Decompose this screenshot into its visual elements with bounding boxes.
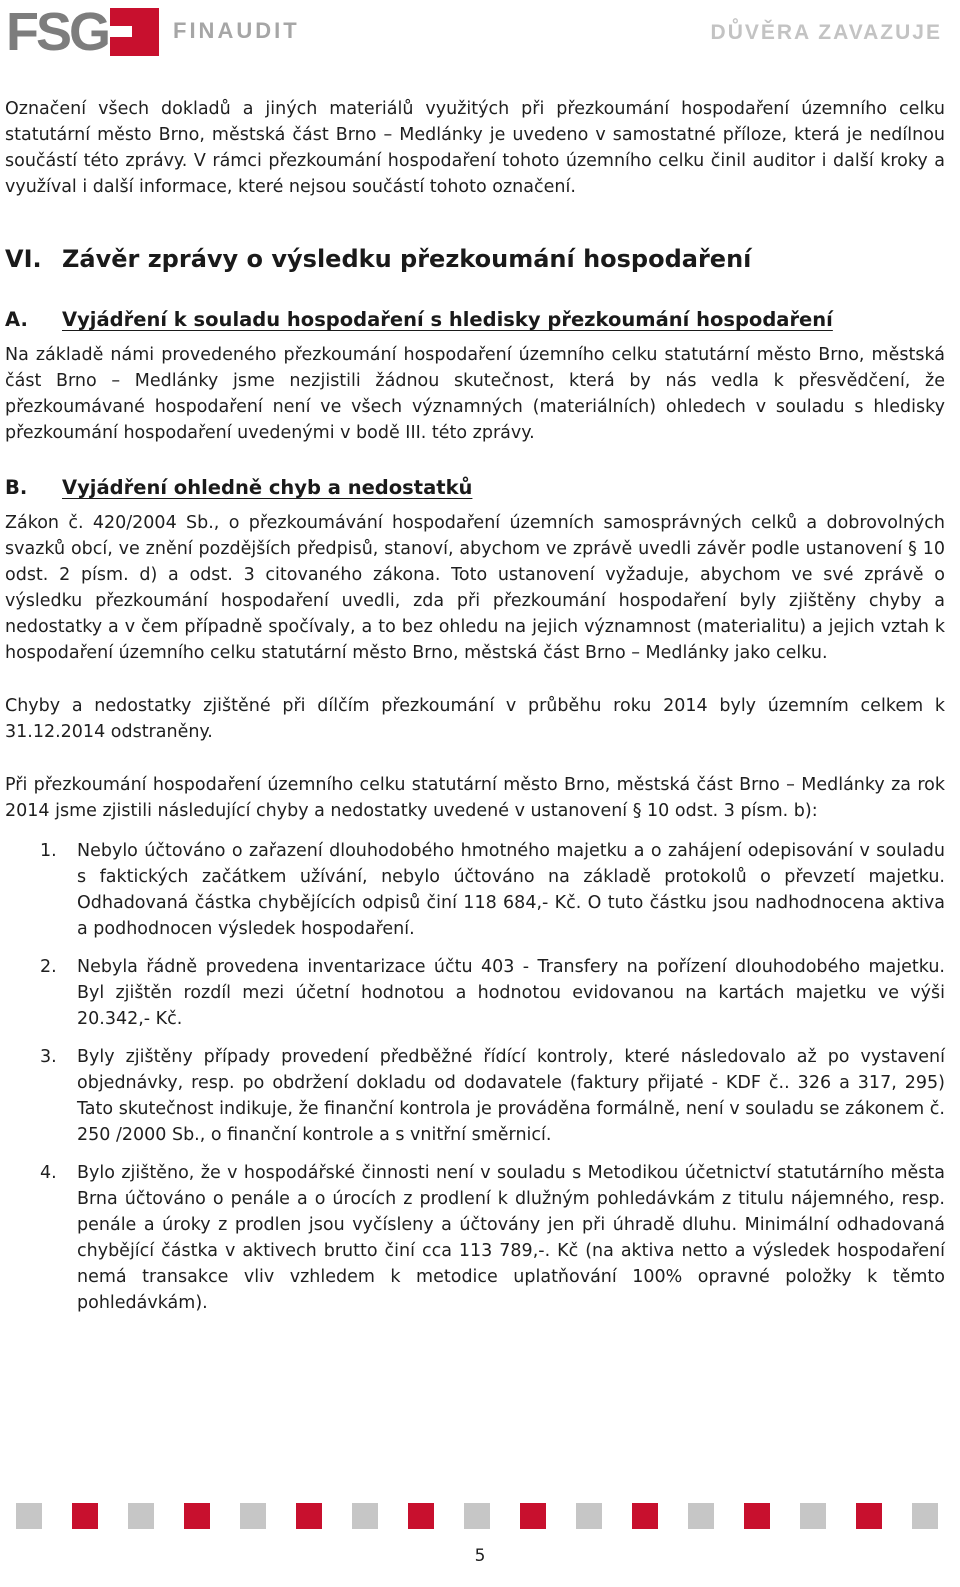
footer-square — [240, 1503, 266, 1529]
intro-paragraph: Označení všech dokladů a jiných materiálů využitých při přezkoumání hospodaření územního celku statutární město Brno, městská část Brno – Medlánky je uvedeno v samostatné příloze, která je nedílnou součástí této zprávy. V rámci přezkoumání hospodaření tohoto územního celku činil auditor i další kroky a využíval i další informace, které nejsou součástí tohoto označení. — [5, 99, 945, 197]
fsg-logo-mark-icon — [110, 8, 159, 56]
list-item — [5, 1044, 945, 1148]
list-item-text: Nebylo účtováno o zařazení dlouhodobého hmotného majetku a o zahájení odepisování v souladu s faktických začátkem užívání, nebylo účtováno na základě protokolů o převzetí majetku. Odhadovaná částka chybějících odpisů činí 118 684,- Kč. O tuto částku jsou nadhodnocena aktiva a podhodnocen výsledek hospodaření. — [77, 841, 945, 939]
footer-square — [128, 1503, 154, 1529]
footer-square — [408, 1503, 434, 1529]
footer-square — [16, 1503, 42, 1529]
subsection-b-paragraph-1: Zákon č. 420/2004 Sb., o přezkoumávání hospodaření územních samosprávných celků a dobrovolných svazků obcí, ve znění pozdějších předpisů, stanoví, abychom ve zprávě uvedli závěr podle ustanovení § 10 odst. 2 písm. d) a odst. 3 citovaného zákona. Toto ustanovení vyžaduje, abychom ve své zprávě o výsledku přezkoumání hospodaření uvedli, zda při přezkoumání hospodaření byly zjištěny chyby a nedostatky a v čem případně spočívaly, a to bez ohledu na jejich významnost (materialitu) a jejich vztah k hospodaření územního celku statutární město Brno, městská část Brno – Medlánky jako celku. — [5, 513, 945, 663]
subsection-b-title: Vyjádření ohledně chyb a nedostatků — [62, 476, 473, 499]
footer-square — [296, 1503, 322, 1529]
fsg-logo: FSG — [6, 2, 109, 62]
subsection-a-paragraph: Na základě námi provedeného přezkoumání hospodaření územního celku statutární město Brno, městská část Brno – Medlánky jsme nezjistili žádnou skutečnost, která by nás vedla k přesvědčení, že přezkoumávané hospodaření není ve všech významných (materiálních) ohledech v souladu s hledisky přezkoumání hospodaření uvedenými v bodě III. této zprávy. — [5, 345, 945, 443]
tagline: DŮVĚRA ZAVAZUJE — [710, 21, 942, 44]
footer-square — [464, 1503, 490, 1529]
footer-square — [520, 1503, 546, 1529]
document-body — [5, 96, 945, 1328]
subsection-b-letter: B. — [5, 476, 28, 499]
footer-square — [576, 1503, 602, 1529]
footer-square — [352, 1503, 378, 1529]
footer-square — [184, 1503, 210, 1529]
list-item — [5, 1160, 945, 1316]
finaudit-brand: FINAUDIT — [173, 18, 300, 43]
list-item-number: 3. — [40, 1047, 57, 1067]
footer-square — [632, 1503, 658, 1529]
subsection-a-letter: A. — [5, 308, 28, 331]
page-number: 5 — [474, 1546, 486, 1566]
page-header — [0, 0, 960, 70]
list-item-number: 4. — [40, 1163, 57, 1183]
footer-square — [912, 1503, 938, 1529]
footer-square — [688, 1503, 714, 1529]
list-item — [5, 838, 945, 942]
section-number: VI. — [5, 245, 42, 273]
list-item-text: Bylo zjištěno, že v hospodářské činnosti není v souladu s Metodikou účetnictví statutárního města Brna účtováno o penále a o úrocích z prodlení k dlužným pohledávkám z titulu nájemného, resp. penále a úroky z prodlen jsou vyčísleny a účtovány jen při úhradě dluhu. Minimální odhadovaná chybějící částka v aktivech brutto činí cca 113 789,-. Kč (na aktiva netto a výsledek hospodaření nemá transakce vliv vzhledem k metodice uplatňování 100% opravné položky k těmto pohledávkám). — [77, 1163, 945, 1313]
subsection-b-paragraph-3: Při přezkoumání hospodaření územního celku statutární město Brno, městská část Brno – Medlánky za rok 2014 jsme zjistili následující chyby a nedostatky uvedené v ustanovení § 10 odst. 3 písm. b): — [5, 775, 945, 821]
findings-list — [5, 838, 945, 1316]
footer-square — [744, 1503, 770, 1529]
footer-square — [856, 1503, 882, 1529]
footer-decoration — [16, 1503, 946, 1529]
footer-square — [800, 1503, 826, 1529]
section-heading — [5, 242, 945, 276]
list-item-number: 1. — [40, 841, 57, 861]
subsection-a-heading — [5, 306, 945, 334]
subsection-b-heading — [5, 474, 945, 502]
list-item-number: 2. — [40, 957, 57, 977]
footer-square — [72, 1503, 98, 1529]
subsection-a-title: Vyjádření k souladu hospodaření s hledisky přezkoumání hospodaření — [62, 308, 833, 331]
list-item — [5, 954, 945, 1032]
list-item-text: Byly zjištěny případy provedení předběžné řídící kontroly, které následovalo až po vystavení objednávky, resp. po obdržení dokladu od dodavatele (faktury přijaté - KDF č.. 326 a 317, 295) Tato skutečnost indikuje, že finanční kontrola je prováděna formálně, není v souladu se zákonem č. 250 /2000 Sb., o finanční kontrole a s vnitřní směrnicí. — [77, 1047, 945, 1145]
section-title: Závěr zprávy o výsledku přezkoumání hospodaření — [62, 245, 752, 273]
list-item-text: Nebyla řádně provedena inventarizace účtu 403 - Transfery na pořízení dlouhodobého majetku. Byl zjištěn rozdíl mezi účetní hodnotou a hodnotou evidovanou na kartách majetku ve výši 20.342,- Kč. — [77, 957, 945, 1029]
subsection-b-paragraph-2: Chyby a nedostatky zjištěné při dílčím přezkoumání v průběhu roku 2014 byly územním celkem k 31.12.2014 odstraněny. — [5, 696, 945, 742]
